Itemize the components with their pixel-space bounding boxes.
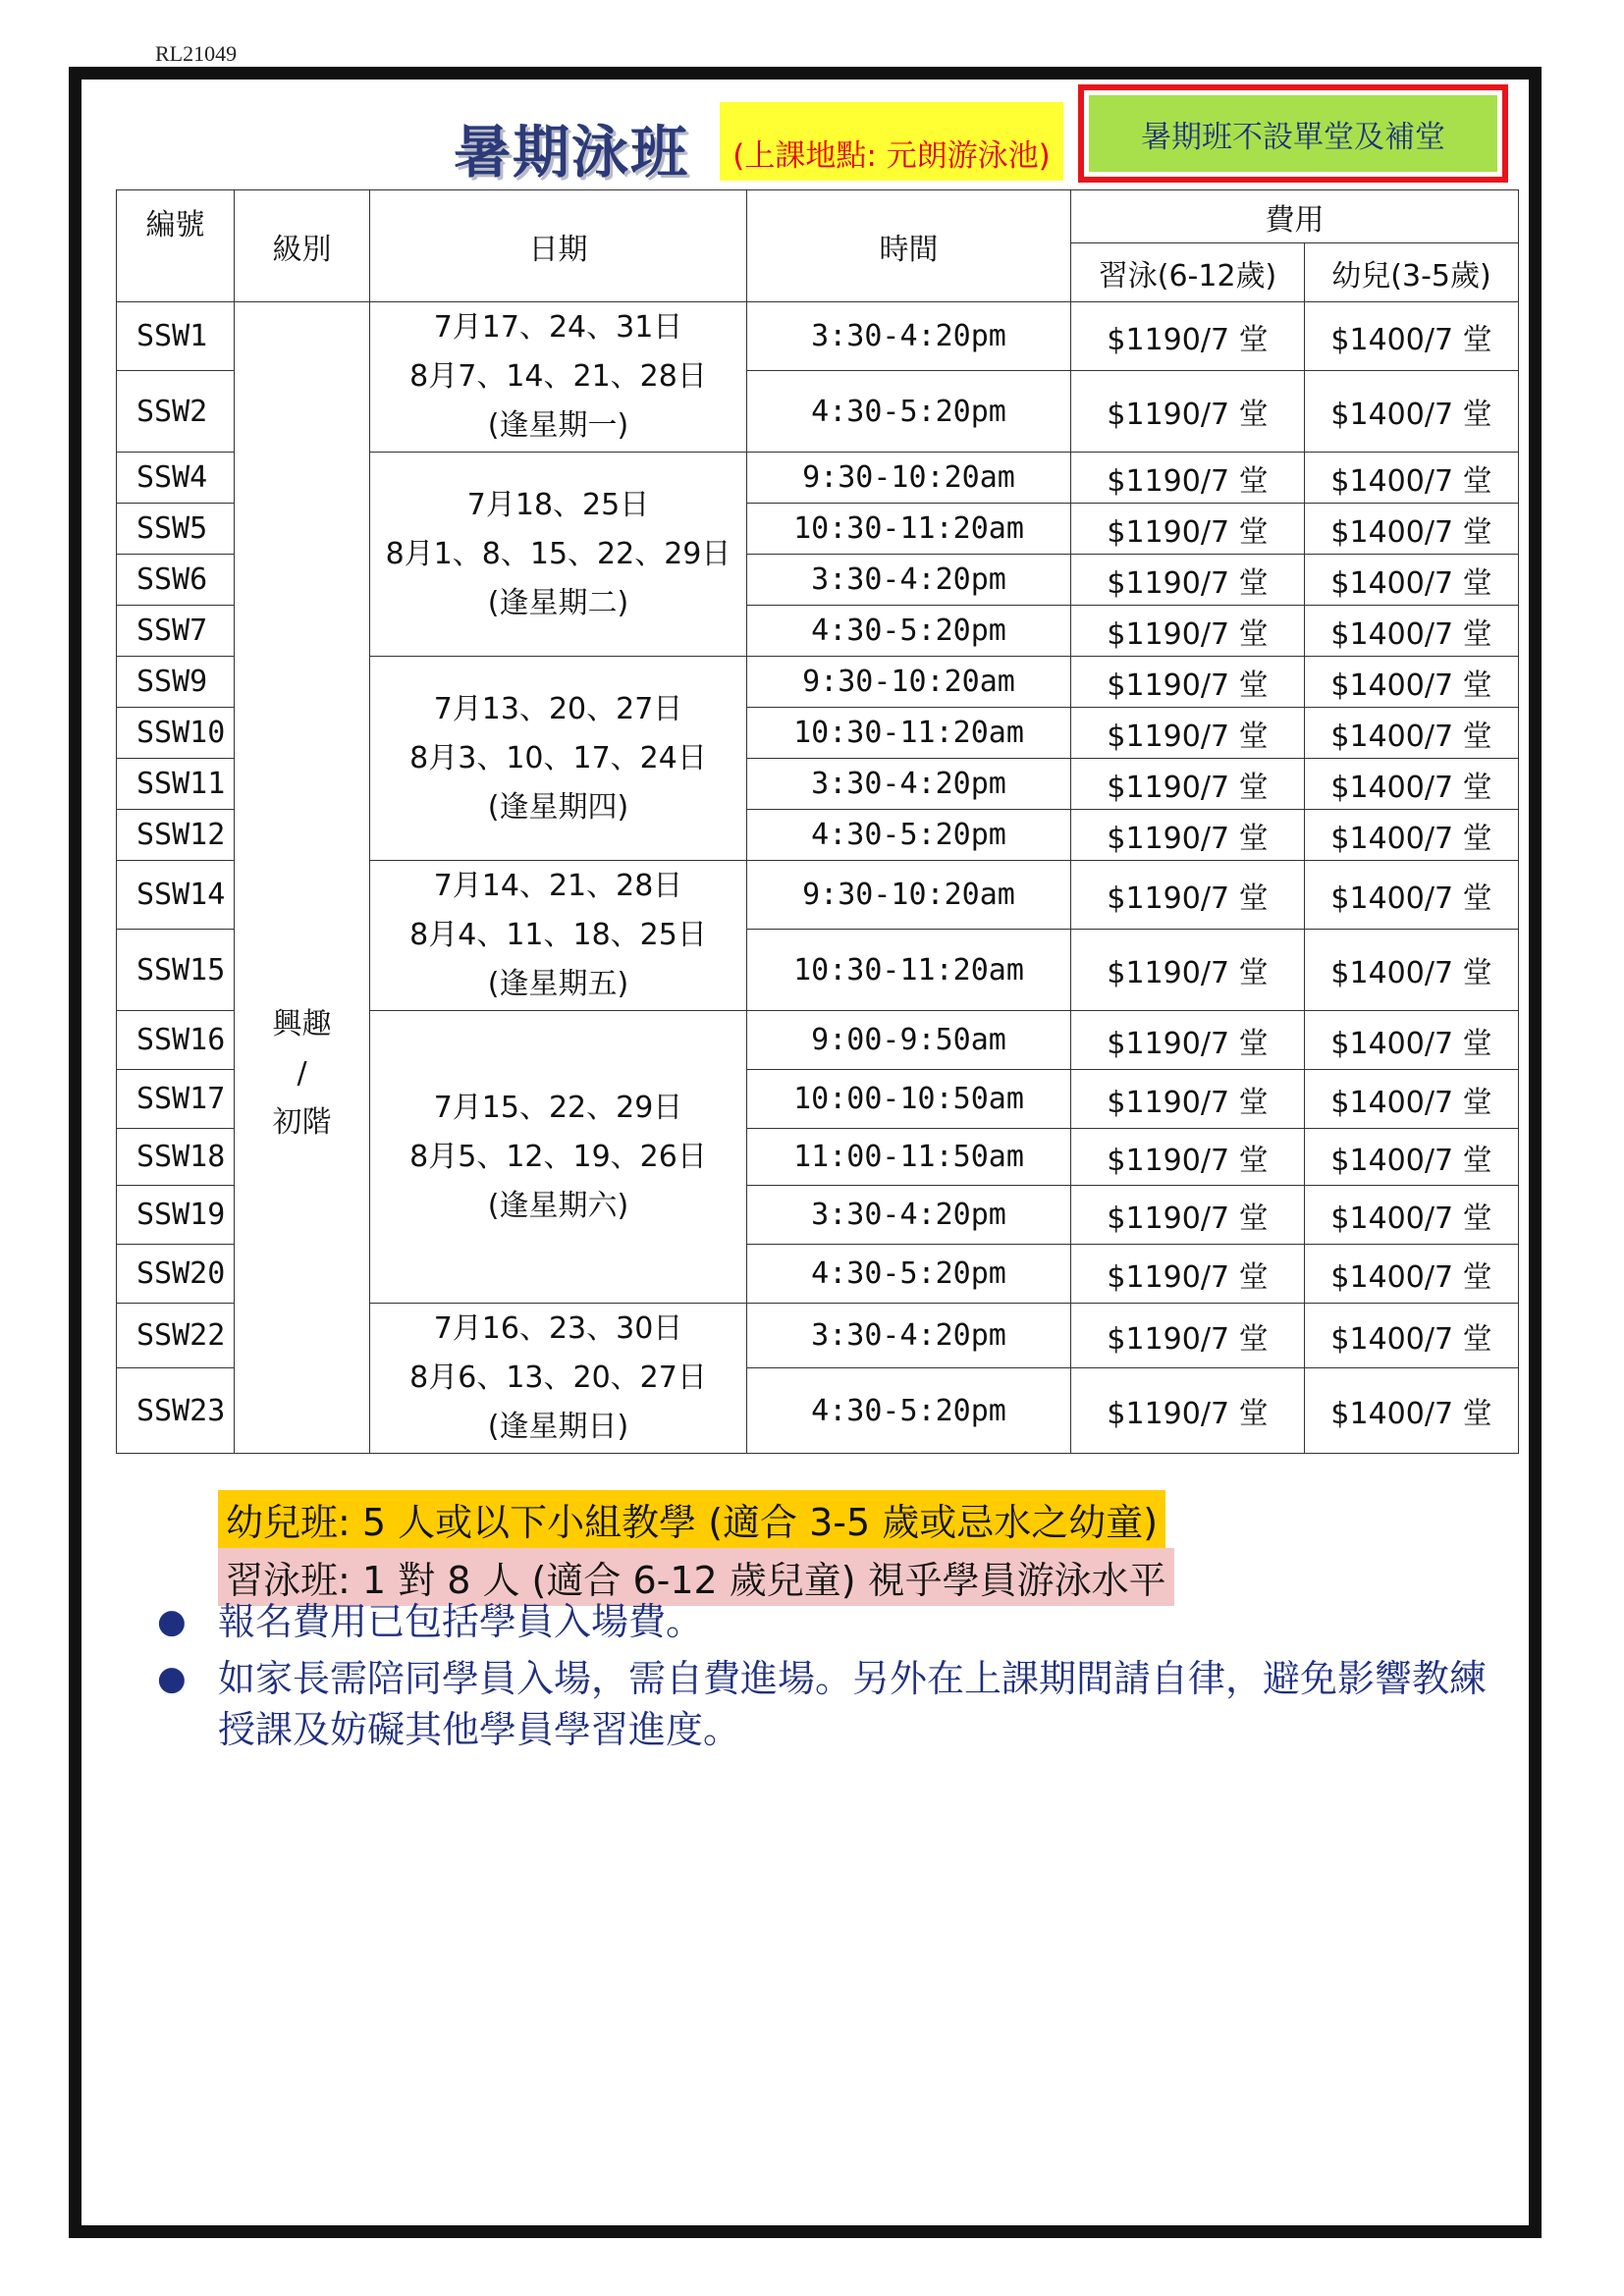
header-level: 級別 [235,190,370,302]
class-code: SSW17 [117,1070,235,1129]
class-code: SSW14 [117,861,235,930]
class-code: SSW7 [117,606,235,657]
bullet-item [157,1596,1512,1647]
date-line: 8月5、12、19、26日 [409,1139,707,1174]
bullet-icon: ● [157,1659,187,1698]
fee-toddler: $1400/7 堂 [1305,930,1519,1011]
date-line: (逢星期五) [487,967,629,1001]
date-line: (逢星期日) [487,1410,629,1444]
header-time: 時間 [747,190,1071,302]
header-fee-child: 習泳(6-12歲) [1071,243,1305,302]
fee-child: $1190/7 堂 [1071,759,1305,810]
fee-child: $1190/7 堂 [1071,1304,1305,1368]
schedule-table [116,189,1519,1454]
fee-toddler: $1400/7 堂 [1305,1245,1519,1304]
class-time: 9:00-9:50am [747,1011,1071,1070]
class-time: 10:30-11:20am [747,708,1071,759]
class-code: SSW22 [117,1304,235,1368]
date-line: 7月15、22、29日 [433,1090,683,1125]
bullet-icon: ● [157,1602,187,1641]
no-makeup-notice [1078,84,1508,183]
fee-child: $1190/7 堂 [1071,657,1305,708]
bullet-item [157,1653,1512,1755]
class-code: SSW5 [117,504,235,555]
fee-child: $1190/7 堂 [1071,930,1305,1011]
fee-child: $1190/7 堂 [1071,371,1305,453]
fee-toddler: $1400/7 堂 [1305,1368,1519,1454]
fee-toddler: $1400/7 堂 [1305,1070,1519,1129]
fee-child: $1190/7 堂 [1071,1186,1305,1245]
class-time: 4:30-5:20pm [747,371,1071,453]
fee-toddler: $1400/7 堂 [1305,861,1519,930]
class-time: 3:30-4:20pm [747,555,1071,606]
class-code: SSW23 [117,1368,235,1454]
level-line: 興趣 [272,1007,332,1041]
fee-toddler: $1400/7 堂 [1305,1186,1519,1245]
location-label [720,102,1063,181]
fee-child: $1190/7 堂 [1071,861,1305,930]
class-code: SSW9 [117,657,235,708]
class-code: SSW12 [117,810,235,861]
class-time: 4:30-5:20pm [747,1245,1071,1304]
table-row [117,302,1519,371]
date-cell [370,302,747,453]
class-time: 11:00-11:50am [747,1129,1071,1186]
header-fee-toddler: 幼兒(3-5歲) [1305,243,1519,302]
class-time: 9:30-10:20am [747,861,1071,930]
class-time: 4:30-5:20pm [747,606,1071,657]
fee-toddler: $1400/7 堂 [1305,759,1519,810]
bullet-list [157,1596,1512,1761]
fee-child: $1190/7 堂 [1071,1070,1305,1129]
fee-child: $1190/7 堂 [1071,302,1305,371]
fee-toddler: $1400/7 堂 [1305,371,1519,453]
schedule-body [117,302,1519,1454]
fee-toddler: $1400/7 堂 [1305,810,1519,861]
date-line: 7月17、24、31日 [433,310,683,345]
fee-toddler: $1400/7 堂 [1305,606,1519,657]
fee-toddler: $1400/7 堂 [1305,657,1519,708]
fee-toddler: $1400/7 堂 [1305,302,1519,371]
class-code: SSW6 [117,555,235,606]
class-notes [218,1490,1174,1606]
header-fee: 費用 [1071,190,1519,243]
fee-toddler: $1400/7 堂 [1305,1011,1519,1070]
class-time: 10:30-11:20am [747,504,1071,555]
level-line: 初階 [272,1105,332,1140]
level-line: / [297,1056,307,1091]
date-line: 8月1、8、15、22、29日 [385,536,731,571]
bullet-text: 如家長需陪同學員入場，需自費進場。另外在上課期間請自律，避免影響教練授課及妨礙其他學員學習進度。 [218,1657,1488,1751]
class-code: SSW16 [117,1011,235,1070]
class-code: SSW19 [117,1186,235,1245]
date-line: 7月16、23、30日 [433,1311,683,1346]
bullet-text: 報名費用已包括學員入場費。 [218,1600,704,1643]
header-code: 編號 [117,190,235,302]
class-code: SSW20 [117,1245,235,1304]
fee-child: $1190/7 堂 [1071,1129,1305,1186]
notice-text: 暑期班不設單堂及補堂 [1089,95,1497,172]
location-text: (上課地點: 元朗游泳池) [732,138,1051,174]
class-time: 9:30-10:20am [747,657,1071,708]
date-cell [370,1011,747,1304]
date-line: 7月18、25日 [466,487,650,522]
class-time: 4:30-5:20pm [747,810,1071,861]
date-cell [370,1304,747,1454]
class-code: SSW15 [117,930,235,1011]
page-title: 暑期泳班 [454,119,690,186]
date-line: 8月3、10、17、24日 [409,740,707,775]
class-time: 3:30-4:20pm [747,759,1071,810]
header-date: 日期 [370,190,747,302]
fee-toddler: $1400/7 堂 [1305,708,1519,759]
fee-child: $1190/7 堂 [1071,606,1305,657]
class-time: 3:30-4:20pm [747,1186,1071,1245]
date-line: (逢星期二) [487,585,629,620]
date-line: 7月13、20、27日 [433,691,683,726]
class-code: SSW1 [117,302,235,371]
fee-child: $1190/7 堂 [1071,810,1305,861]
date-cell [370,657,747,861]
date-line: 7月14、21、28日 [433,869,683,903]
toddler-note: 幼兒班: 5 人或以下小組教學 (適合 3-5 歲或忌水之幼童) [218,1490,1165,1548]
fee-toddler: $1400/7 堂 [1305,1129,1519,1186]
class-time: 9:30-10:20am [747,453,1071,504]
date-line: (逢星期四) [487,789,629,825]
class-time: 10:30-11:20am [747,930,1071,1011]
date-line: (逢星期六) [487,1188,629,1223]
class-time: 3:30-4:20pm [747,1304,1071,1368]
fee-toddler: $1400/7 堂 [1305,453,1519,504]
class-time: 4:30-5:20pm [747,1368,1071,1454]
fee-child: $1190/7 堂 [1071,708,1305,759]
date-line: (逢星期一) [487,408,629,443]
class-code: SSW4 [117,453,235,504]
date-cell [370,861,747,1011]
fee-child: $1190/7 堂 [1071,504,1305,555]
class-code: SSW10 [117,708,235,759]
class-time: 10:00-10:50am [747,1070,1071,1129]
fee-toddler: $1400/7 堂 [1305,1304,1519,1368]
class-time: 3:30-4:20pm [747,302,1071,371]
date-line: 8月4、11、18、25日 [409,918,707,952]
class-code: SSW18 [117,1129,235,1186]
date-cell [370,453,747,657]
child-note: 習泳班: 1 對 8 人 (適合 6-12 歲兒童) 視乎學員游泳水平 [218,1548,1174,1606]
fee-child: $1190/7 堂 [1071,1245,1305,1304]
fee-child: $1190/7 堂 [1071,555,1305,606]
fee-toddler: $1400/7 堂 [1305,555,1519,606]
level-cell [235,302,370,1454]
class-code: SSW2 [117,371,235,453]
fee-child: $1190/7 堂 [1071,453,1305,504]
document-id: RL21049 [155,41,238,66]
fee-toddler: $1400/7 堂 [1305,504,1519,555]
fee-child: $1190/7 堂 [1071,1011,1305,1070]
class-code: SSW11 [117,759,235,810]
date-line: 8月7、14、21、28日 [409,359,707,394]
date-line: 8月6、13、20、27日 [409,1361,707,1395]
fee-child: $1190/7 堂 [1071,1368,1305,1454]
